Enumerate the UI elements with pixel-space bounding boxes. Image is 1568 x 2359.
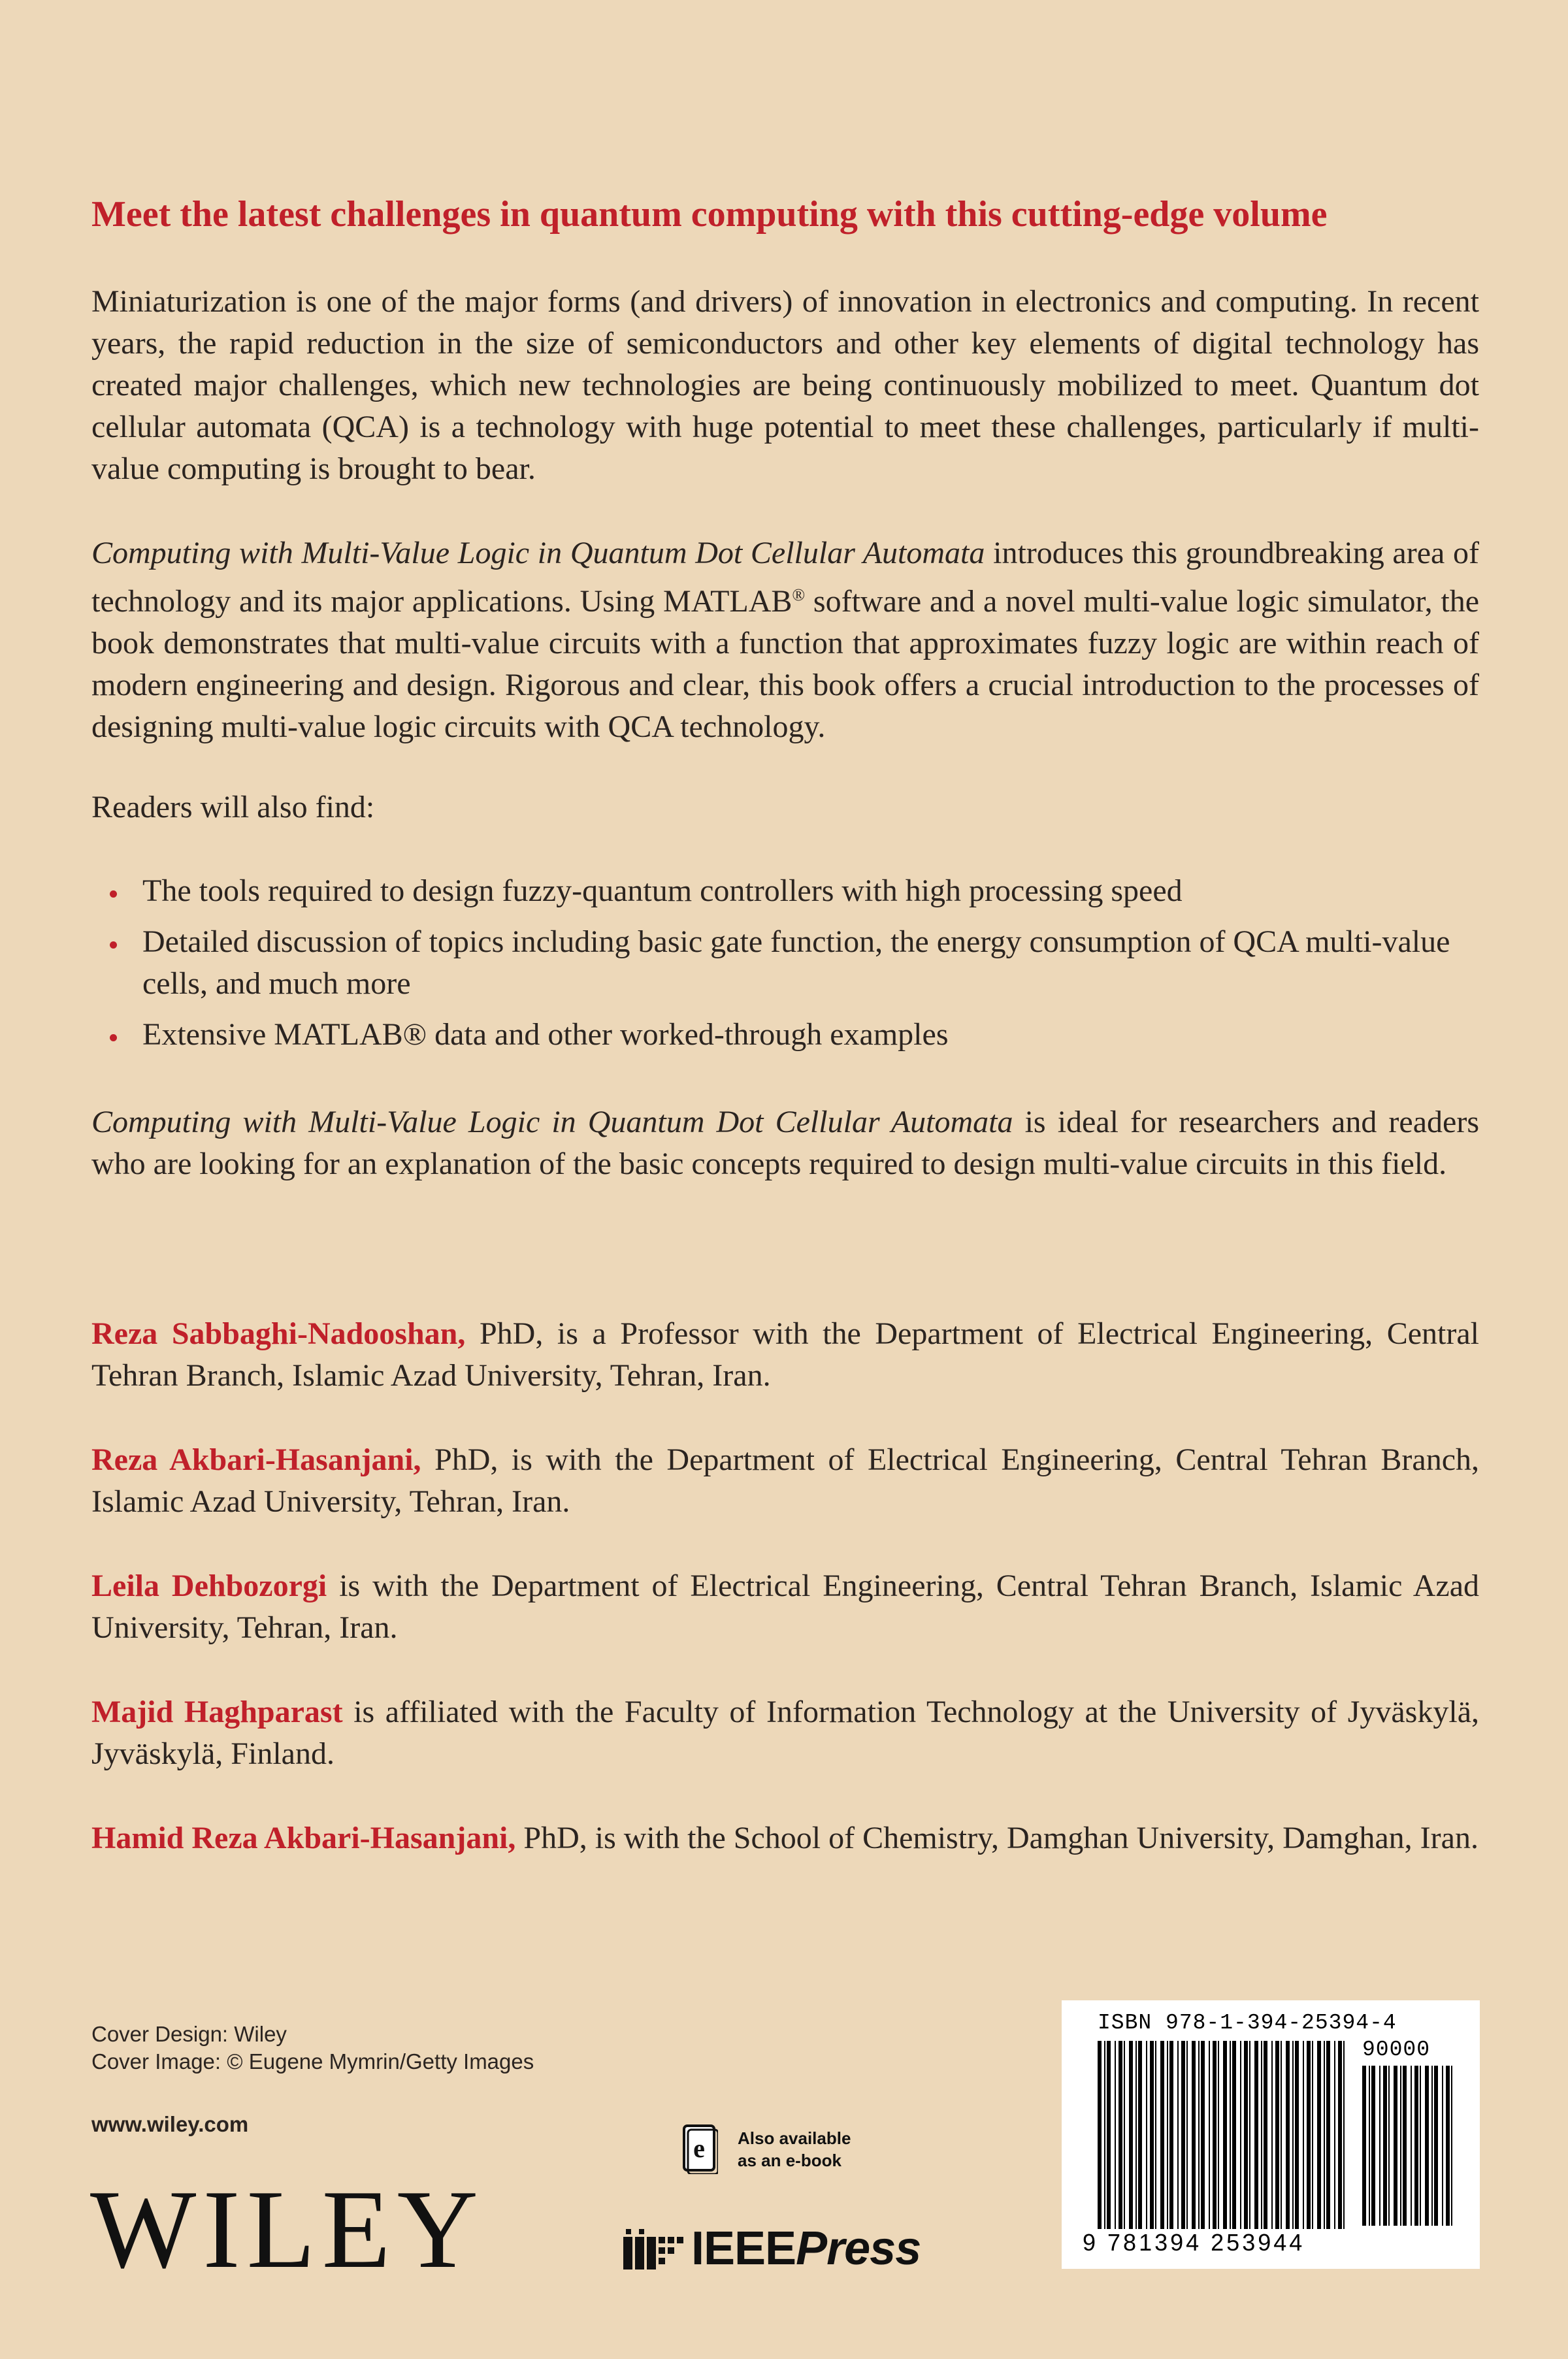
barcode-bar	[1383, 2066, 1387, 2226]
barcode-bar	[1362, 2066, 1366, 2226]
headline: Meet the latest challenges in quantum computing with this cutting-edge volume	[91, 194, 1328, 235]
ebook-notice	[683, 2123, 898, 2175]
author-name: Majid Haghparast	[91, 1695, 343, 1729]
barcode-bar	[1307, 2041, 1311, 2236]
closing-text: is ideal for researchers and readers who are looking for an explanation of the basic concepts required to design multi-value circuits in this field.	[91, 1105, 1479, 1181]
barcode-bar	[1150, 2041, 1154, 2236]
barcode-bar	[1177, 2041, 1179, 2236]
barcode-bar	[1292, 2041, 1294, 2236]
barcode-bar	[1326, 2041, 1330, 2236]
description-text-2: software and a novel multi-value logic simulator, the book demonstrates that multi-value circuits with a function that approximates fuzzy logic are within reach of modern engineering and design. Rigorous and clear, this book offers a crucial introduction to the processes of designing multi-value logic circuits with QCA technology.	[91, 584, 1480, 744]
author-bio-text: PhD, is with the School of Chemistry, Damghan University, Damghan, Iran.	[515, 1821, 1478, 1855]
description-paragraph	[91, 532, 1479, 748]
barcode-bar	[1104, 2041, 1105, 2236]
barcode-bar	[1414, 2066, 1418, 2226]
feature-list	[91, 870, 1479, 1065]
cover-design-credit: Cover Design: Wiley	[91, 2022, 287, 2046]
wiley-logo: WILEY	[90, 2168, 485, 2292]
description-text-1: introduces this groundbreaking area of technology and its major applications. Using MATLAB	[91, 536, 1480, 619]
author-bio	[91, 1817, 1479, 1859]
barcode-bar	[1146, 2041, 1147, 2236]
ieee-wordmark-ieee: IEEE	[691, 2222, 796, 2275]
closing-paragraph	[91, 1101, 1479, 1185]
barcode-bar	[1107, 2041, 1111, 2236]
barcode-bar	[1129, 2041, 1133, 2236]
website-url: www.wiley.com	[91, 2112, 249, 2136]
isbn-barcode	[1062, 2000, 1480, 2269]
barcode-bar	[1232, 2041, 1236, 2236]
ieee-press-wordmark	[691, 2222, 921, 2275]
barcode-bar	[1442, 2066, 1443, 2226]
bullet-icon	[110, 1034, 117, 1041]
barcode-bar	[1230, 2041, 1231, 2236]
author-bio-text: PhD, is a Professor with the Department of Electrical Engineering, Central Tehran Branch, Islamic Azad University, Tehran, Iran.	[91, 1316, 1479, 1393]
barcode-bar	[1420, 2066, 1421, 2226]
author-name: Leila Dehbozorgi	[91, 1569, 327, 1603]
barcode-bar	[1264, 2041, 1267, 2236]
list-item	[91, 870, 1479, 912]
barcode-bar	[1379, 2066, 1380, 2226]
bullet-text: Detailed discussion of topics including basic gate function, the energy consumption of QCA multi-value cells, and much more	[142, 924, 1450, 1001]
author-bio	[91, 1439, 1479, 1523]
svg-text:e: e	[693, 2134, 705, 2163]
barcode-bar	[1343, 2041, 1345, 2236]
intro-paragraph: Miniaturization is one of the major forms (and drivers) of innovation in electronics and computing. In recent years, the rapid reduction in the size of semiconductors and other key elements of digital technology has created major challenges, which new technologies are being continuously mobilized to meet. Quantum dot cellular automata (QCA) is a technology with huge potential to meet these challenges, particularly if multi-value computing is brought to bear.	[91, 284, 1479, 486]
author-bio	[91, 1313, 1479, 1397]
barcode-bar	[1334, 2041, 1335, 2236]
barcode-bar	[1400, 2066, 1401, 2226]
barcode-bar	[1244, 2041, 1248, 2236]
barcode-bar	[1240, 2041, 1241, 2236]
barcode-bar	[1218, 2041, 1219, 2236]
barcode-bar	[1223, 2041, 1227, 2236]
book-title-italic: Computing with Multi-Value Logic in Quantum Dot Cellular Automata	[91, 536, 985, 570]
barcode-bar	[1324, 2041, 1325, 2236]
barcode-bar	[1286, 2041, 1290, 2236]
ieee-wordmark-press: Press	[796, 2222, 921, 2275]
barcode-bar	[1192, 2041, 1196, 2236]
registered-mark: ®	[792, 585, 806, 604]
barcode-bar	[1317, 2041, 1321, 2236]
barcode-bar	[1403, 2066, 1407, 2226]
bullet-text: Extensive MATLAB® data and other worked-through examples	[142, 1017, 949, 1052]
price-code: 90000	[1362, 2038, 1431, 2062]
barcode-bar	[1431, 2066, 1433, 2226]
ebook-line-1: Also available	[738, 2128, 851, 2148]
barcode-bar	[1275, 2041, 1279, 2236]
isbn-label: ISBN 978-1-394-25394-4	[1098, 2011, 1397, 2035]
author-name: Hamid Reza Akbari-Hasanjani,	[91, 1821, 516, 1855]
ebook-line-2: as an e-book	[738, 2151, 841, 2170]
barcode-bar	[1181, 2041, 1185, 2236]
ean-digits: 9 781394 253944	[1083, 2229, 1448, 2256]
barcode-bar	[1098, 2041, 1102, 2236]
bullet-text: The tools required to design fuzzy-quantum controllers with high processing speed	[142, 873, 1183, 908]
barcode-bar	[1155, 2041, 1156, 2236]
ieee-press-logo	[621, 2215, 934, 2280]
barcode-bar	[1369, 2066, 1370, 2226]
ebook-text	[738, 2127, 894, 2172]
ebook-icon	[683, 2124, 718, 2174]
barcode-bar	[1271, 2041, 1273, 2236]
barcode-bar	[1135, 2041, 1137, 2236]
barcode-bar	[1446, 2066, 1450, 2226]
barcode-bar	[1303, 2041, 1304, 2236]
barcode-bar	[1198, 2041, 1200, 2236]
barcode-bar	[1261, 2041, 1262, 2236]
barcode-bar	[1124, 2041, 1125, 2236]
cover-credits	[91, 2021, 534, 2075]
barcode-bar	[1394, 2066, 1397, 2226]
barcode-bar	[1249, 2041, 1250, 2236]
barcode-bar	[1338, 2041, 1342, 2236]
author-bio-text: is affiliated with the Faculty of Information Technology at the University of Jyväskylä, Jyväskylä, Finland.	[91, 1695, 1480, 1771]
list-item	[91, 1014, 1479, 1056]
barcode-bar	[1425, 2066, 1429, 2226]
barcode-bar	[1186, 2041, 1188, 2236]
barcode-bar	[1119, 2041, 1122, 2236]
barcode-bar	[1281, 2041, 1282, 2236]
cover-image-credit: Cover Image: © Eugene Mymrin/Getty Images	[91, 2049, 534, 2074]
author-bio-text: is with the Department of Electrical Engineering, Central Tehran Branch, Islamic Azad University, Tehran, Iran.	[91, 1569, 1480, 1645]
author-name: Reza Akbari-Hasanjani,	[91, 1442, 421, 1477]
barcode-bar	[1451, 2066, 1452, 2226]
readers-intro: Readers will also find:	[91, 790, 375, 824]
barcode-bar	[1169, 2041, 1173, 2236]
author-bio	[91, 1691, 1479, 1775]
author-bio	[91, 1565, 1479, 1649]
barcode-bar	[1312, 2041, 1313, 2236]
list-item	[91, 921, 1479, 1005]
barcode-bar	[1254, 2041, 1258, 2236]
barcode-bar	[1160, 2041, 1164, 2236]
author-name: Reza Sabbaghi-Nadooshan,	[91, 1316, 466, 1351]
barcode-bar	[1388, 2066, 1390, 2226]
barcode-bar	[1434, 2066, 1438, 2226]
bullet-icon	[110, 941, 117, 949]
bullet-icon	[110, 890, 117, 898]
barcode-bar	[1295, 2041, 1299, 2236]
barcode-bar	[1201, 2041, 1205, 2236]
barcode-bar	[1115, 2041, 1116, 2236]
barcode-bar	[1213, 2041, 1217, 2236]
barcode-bar	[1138, 2041, 1142, 2236]
barcode-bar	[1209, 2041, 1210, 2236]
barcode-bar	[1411, 2066, 1412, 2226]
book-title-italic: Computing with Multi-Value Logic in Quantum Dot Cellular Automata	[91, 1105, 1013, 1139]
barcode-bar	[1371, 2066, 1375, 2226]
ieee-mark-icon	[621, 2215, 693, 2280]
barcode-bar	[1167, 2041, 1168, 2236]
author-bio-text: PhD, is with the Department of Electrical Engineering, Central Tehran Branch, Islamic Azad University, Tehran, Iran.	[91, 1442, 1480, 1519]
